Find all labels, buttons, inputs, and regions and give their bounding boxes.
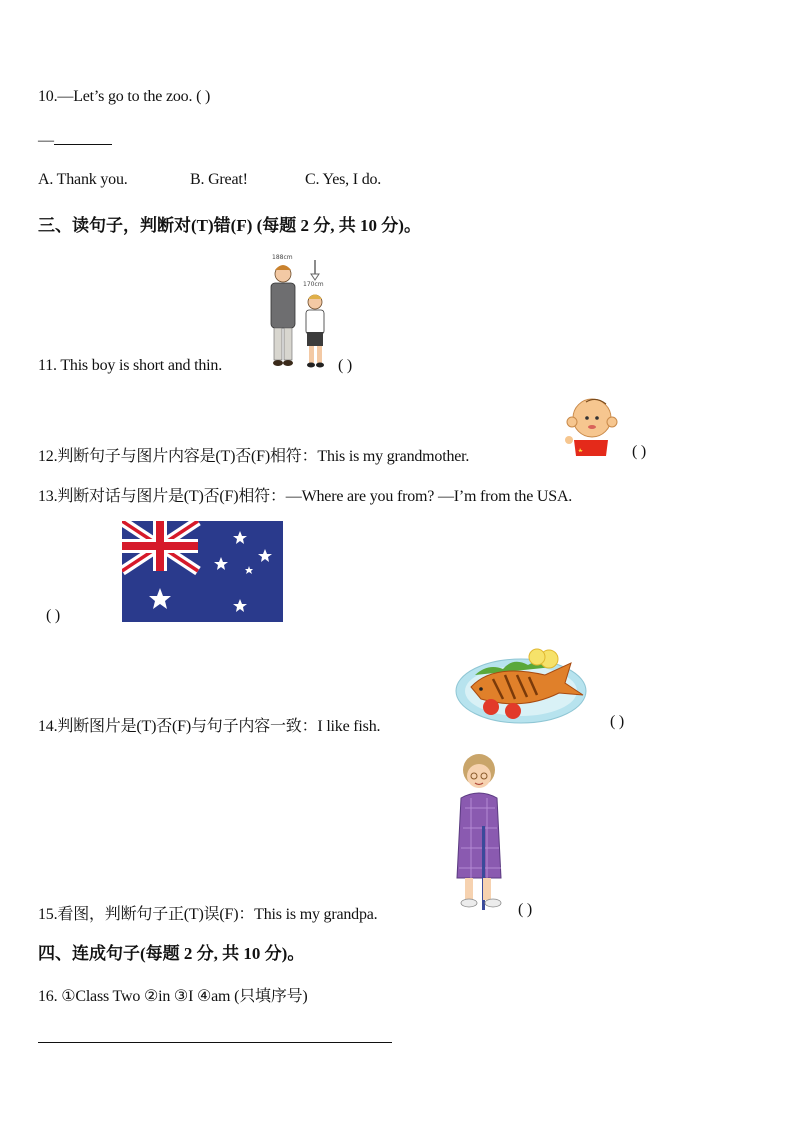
baby-cartoon-image	[556, 396, 626, 462]
q13-answer-paren[interactable]: ( )	[46, 607, 61, 624]
height-short-label: 170cm	[303, 281, 324, 288]
q10-answer-line	[38, 130, 112, 150]
q10-option-a[interactable]: A. Thank you.	[38, 171, 128, 188]
q15-answer-paren[interactable]: ( )	[518, 901, 533, 918]
q10-option-b[interactable]: B. Great!	[190, 171, 248, 188]
q16-text: 16. ①Class Two ②in ③I ④am (只填序号)	[38, 988, 308, 1005]
q14-text: 14.判断图片是(T)否(F)与句子内容一致：I like fish.	[38, 718, 381, 735]
australia-flag-image	[122, 521, 283, 622]
q11-text: 11. This boy is short and thin.	[38, 357, 223, 374]
q12-answer-paren[interactable]: ( )	[632, 443, 647, 460]
q15-text: 15.看图，判断句子正(T)误(F)：This is my grandpa.	[38, 906, 378, 923]
section4-heading: 四、连成句子(每题 2 分, 共 10 分)。	[38, 944, 305, 963]
fish-plate-image	[453, 645, 601, 727]
q14-answer-paren[interactable]: ( )	[610, 713, 625, 730]
q13-text: 13.判断对话与图片是(T)否(F)相符：—Where are you from? —I’m from the USA.	[38, 488, 573, 505]
q10-blank[interactable]	[54, 130, 112, 145]
tall-man-and-boy-image	[258, 250, 338, 375]
q16-answer-line[interactable]	[38, 1042, 392, 1043]
q10-option-c[interactable]: C. Yes, I do.	[305, 171, 382, 188]
section3-heading: 三、读句子，判断对(T)错(F) (每题 2 分, 共 10 分)。	[38, 216, 421, 235]
height-tall-label: 188cm	[272, 254, 293, 261]
grandmother-image	[447, 748, 513, 913]
q10-prompt: 10.—Let’s go to the zoo. ( )	[38, 88, 211, 105]
q10-dash: —	[38, 132, 54, 149]
q12-text: 12.判断句子与图片内容是(T)否(F)相符：This is my grandmother.	[38, 448, 470, 465]
q11-answer-paren[interactable]: ( )	[338, 357, 353, 374]
